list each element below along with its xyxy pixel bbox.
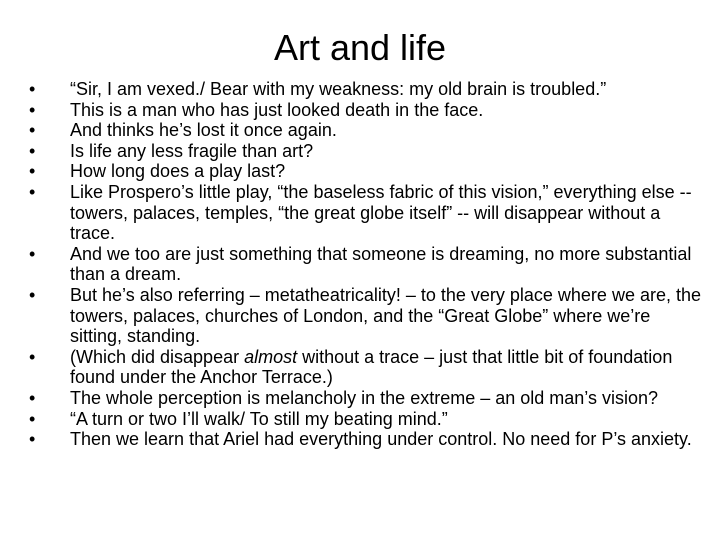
bullet-item [29,285,701,347]
bullet-item [29,79,701,100]
bullet-marker: • [29,99,36,120]
bullet-text: Like Prospero’s little play, “the baseless fabric of this vision,” everything else -- towers, palaces, temples, “the great globe itself” -- will disappear without a trace. [70,181,692,244]
bullet-text: Then we learn that Ariel had everything under control. No need for P’s anxiety. [70,429,692,450]
bullet-marker: • [29,284,36,305]
bullet-marker: • [29,408,36,429]
bullet-item [29,429,701,450]
bullet-text: And we too are just something that someone is dreaming, no more substantial than a dream. [70,243,692,285]
bullet-text-before: (Which did disappear [70,346,245,367]
bullet-item [29,388,701,409]
bullet-marker: • [29,181,36,202]
bullet-marker: • [29,346,36,367]
bullet-list [29,79,701,450]
bullet-item [29,409,701,430]
bullet-item [29,244,701,285]
bullet-text: Is life any less fragile than art? [70,140,314,161]
slide-title: Art and life [273,27,447,68]
bullet-text-emphasis: almost [244,346,298,367]
bullet-marker: • [29,79,36,99]
bullet-marker: • [29,429,36,450]
bullet-marker: • [29,140,36,161]
bullet-item [29,141,701,162]
bullet-text: How long does a play last? [70,161,286,182]
bullet-item [29,120,701,141]
bullet-item [29,182,701,244]
bullet-text: “A turn or two I’ll walk/ To still my beating mind.” [70,408,448,429]
bullet-text-after: without a trace – just that little bit of foundation found under the Anchor Terrace.) [70,346,673,388]
bullet-text: And thinks he’s lost it once again. [70,120,337,141]
bullet-text: The whole perception is melancholy in the extreme – an old man’s vision? [70,387,658,408]
bullet-text: But he’s also referring – metatheatricality! – to the very place where we are, the towers, palaces, churches of London, and the “Great Globe” where we’re sitting, standing. [70,284,701,347]
bullet-item [29,347,701,388]
bullet-item [29,100,701,121]
bullet-marker: • [29,243,36,264]
bullet-marker: • [29,161,36,182]
bullet-marker: • [29,387,36,408]
bullet-text: This is a man who has just looked death in the face. [70,99,484,120]
bullet-marker: • [29,120,36,141]
bullet-text [70,347,701,388]
bullet-text: “Sir, I am vexed./ Bear with my weakness: my old brain is troubled.” [70,79,607,99]
bullet-item [29,161,701,182]
